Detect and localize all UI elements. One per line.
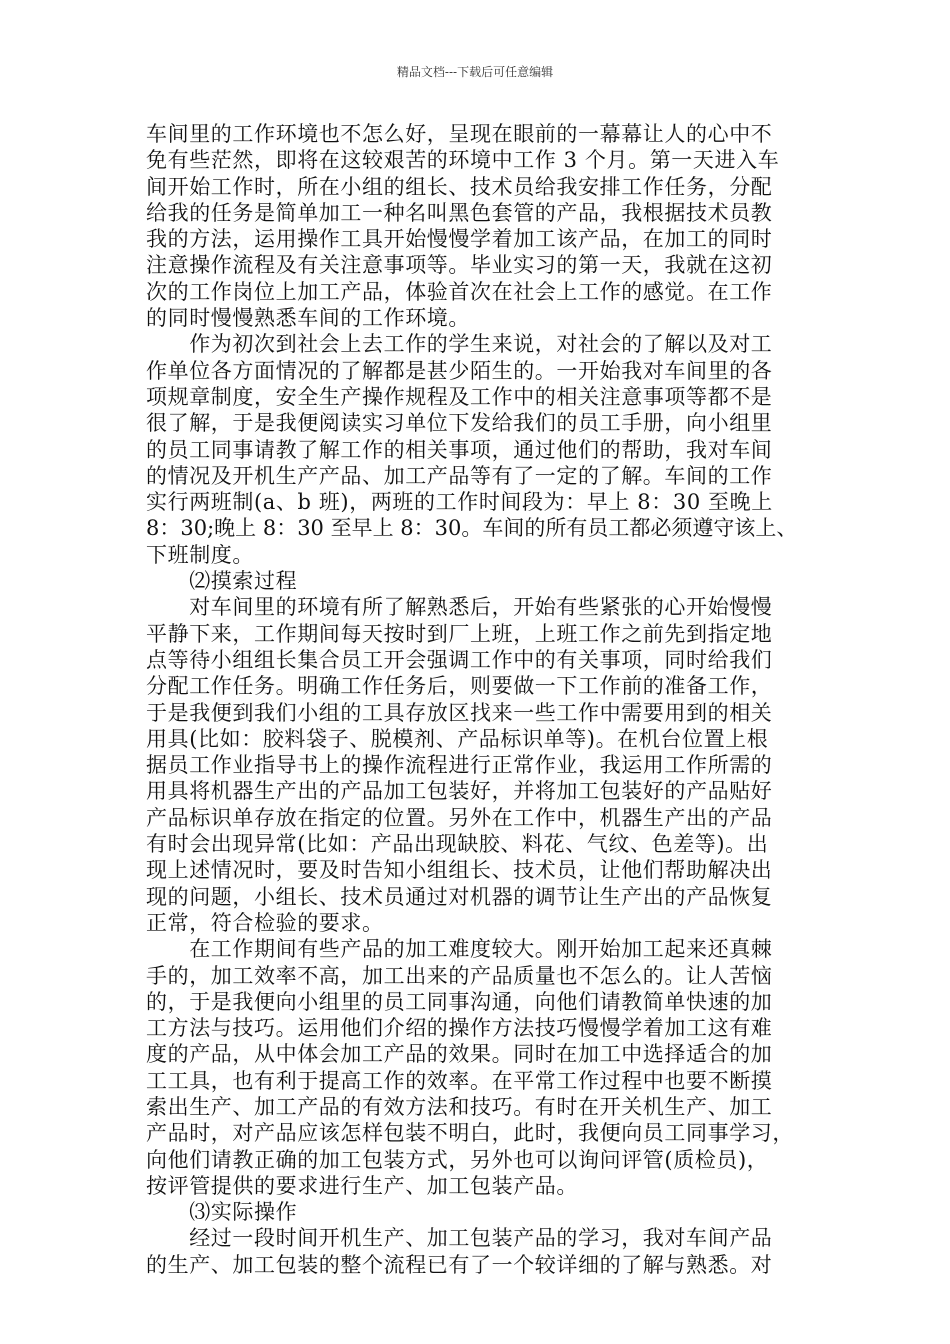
text-line: 手的，加工效率不高，加工出来的产品质量也不怎么的。让人苦恼 xyxy=(146,963,773,988)
text-line: 免有些茫然，即将在这较艰苦的环境中工作 3 个月。第一天进入车 xyxy=(146,148,780,173)
text-line: 给我的任务是简单加工一种名叫黑色套管的产品，我根据技术员教 xyxy=(146,200,773,225)
text-line: 产品标识单存放在指定的位置。另外在工作中，机器生产出的产品 xyxy=(146,805,773,830)
text-line: 索出生产、加工产品的有效方法和技巧。有时在开关机生产、加工 xyxy=(146,1094,773,1119)
text-line: 对车间里的环境有所了解熟悉后，开始有些紧张的心开始慢慢 xyxy=(146,595,773,620)
text-line: 间开始工作时，所在小组的组长、技术员给我安排工作任务，分配 xyxy=(146,174,773,199)
text-line: 据员工作业指导书上的操作流程进行正常作业，我运用工作所需的 xyxy=(146,753,773,778)
text-line: 的同时慢慢熟悉车间的工作环境。 xyxy=(146,306,470,331)
text-line: 实行两班制(a、b 班)，两班的工作时间段为：早上 8：30 至晚上 xyxy=(146,490,773,515)
text-line: 产品时，对产品应该怎样包装不明白，此时，我便向员工同事学习， xyxy=(146,1121,794,1146)
page-header: 精品文档---下载后可任意编辑 xyxy=(396,65,554,79)
text-line: 在工作期间有些产品的加工难度较大。刚开始加工起来还真棘 xyxy=(146,937,773,962)
text-line: 作单位各方面情况的了解都是甚少陌生的。一开始我对车间里的各 xyxy=(146,358,773,383)
text-line: 项规章制度，安全生产操作规程及工作中的相关注意事项等都不是 xyxy=(146,384,773,409)
text-line: 次的工作岗位上加工产品，体验首次在社会上工作的感觉。在工作 xyxy=(146,279,773,304)
text-line: 8：30;晚上 8：30 至早上 8：30。车间的所有员工都必须遵守该上、 xyxy=(146,516,798,541)
document-body xyxy=(146,121,812,1278)
text-line: 分配工作任务。明确工作任务后，则要做一下工作前的准备工作， xyxy=(146,674,773,699)
text-line: 经过一段时间开机生产、加工包装产品的学习，我对车间产品 xyxy=(146,1226,773,1251)
text-line: 很了解，于是我便阅读实习单位下发给我们的员工手册，向小组里 xyxy=(146,411,773,436)
text-line: 正常，符合检验的要求。 xyxy=(146,910,384,935)
text-line: 现的问题，小组长、技术员通过对机器的调节让生产出的产品恢复 xyxy=(146,884,773,909)
text-line: 作为初次到社会上去工作的学生来说，对社会的了解以及对工 xyxy=(146,332,773,357)
text-line: 用具将机器生产出的产品加工包装好，并将加工包装好的产品贴好 xyxy=(146,779,773,804)
text-line: 平静下来，工作期间每天按时到厂上班，上班工作之前先到指定地 xyxy=(146,621,773,646)
text-line: ⑵摸索过程 xyxy=(146,569,298,594)
text-line: 的，于是我便向小组里的员工同事沟通，向他们请教简单快速的加 xyxy=(146,989,773,1014)
text-line: 现上述情况时，要及时告知小组组长、技术员，让他们帮助解决出 xyxy=(146,858,773,883)
text-line: 工方法与技巧。运用他们介绍的操作方法技巧慢慢学着加工这有难 xyxy=(146,1016,773,1041)
text-line: 按评管提供的要求进行生产、加工包装产品。 xyxy=(146,1173,578,1198)
text-line: ⑶实际操作 xyxy=(146,1200,298,1225)
text-line: 的生产、加工包装的整个流程已有了一个较详细的了解与熟悉。对 xyxy=(146,1252,773,1277)
text-line: 我的方法，运用操作工具开始慢慢学着加工该产品，在加工的同时 xyxy=(146,227,773,252)
text-line: 有时会出现异常(比如：产品出现缺胶、料花、气纹、色差等)。出 xyxy=(146,832,769,857)
text-line: 点等待小组组长集合员工开会强调工作中的有关事项，同时给我们 xyxy=(146,647,773,672)
text-line: 工工具，也有利于提高工作的效率。在平常工作过程中也要不断摸 xyxy=(146,1068,773,1093)
text-line: 用具(比如：胶料袋子、脱模剂、产品标识单等)。在机台位置上根 xyxy=(146,726,769,751)
text-line: 车间里的工作环境也不怎么好，呈现在眼前的一幕幕让人的心中不 xyxy=(146,122,773,146)
text-line: 向他们请教正确的加工包装方式，另外也可以询问评管(质检员)， xyxy=(146,1147,769,1172)
text-line: 于是我便到我们小组的工具存放区找来一些工作中需要用到的相关 xyxy=(146,700,773,725)
text-line: 注意操作流程及有关注意事项等。毕业实习的第一天，我就在这初 xyxy=(146,253,773,278)
text-line: 下班制度。 xyxy=(146,542,254,567)
text-line: 的员工同事请教了解工作的相关事项，通过他们的帮助，我对车间 xyxy=(146,437,773,462)
text-line: 的情况及开机生产产品、加工产品等有了一定的了解。车间的工作 xyxy=(146,463,773,488)
text-line: 度的产品，从中体会加工产品的效果。同时在加工中选择适合的加 xyxy=(146,1042,773,1067)
